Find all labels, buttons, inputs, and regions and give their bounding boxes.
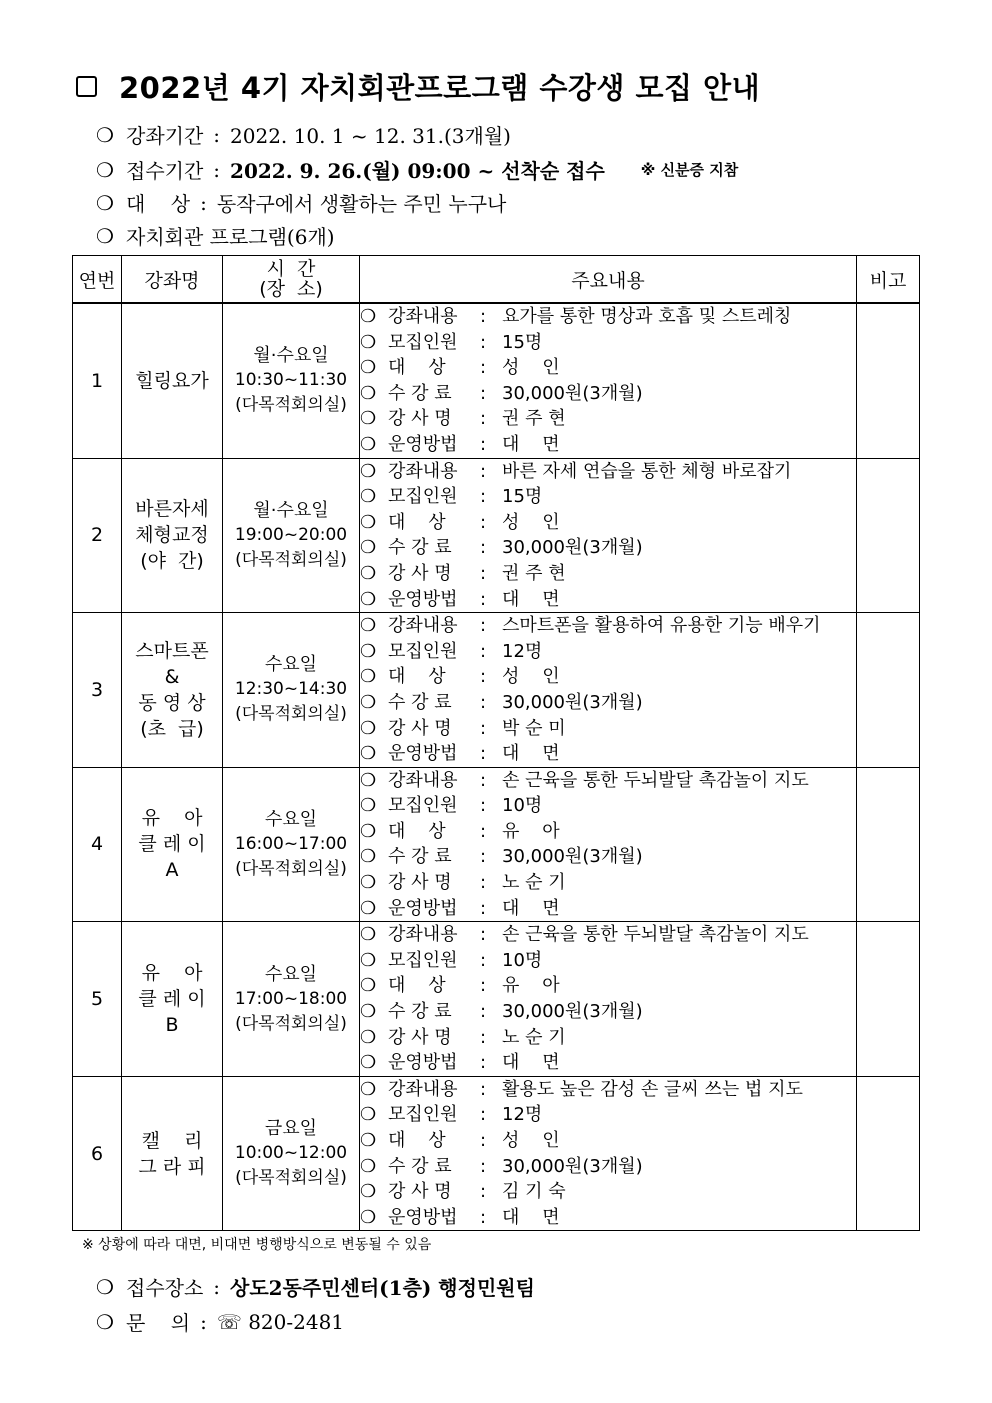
info-label: 자치회관 프로그램(6개) (126, 225, 335, 249)
course-time: 10:30~11:30 (234, 370, 348, 391)
circle-bullet-icon: ❍ (360, 666, 377, 688)
circle-bullet-icon: ❍ (360, 1001, 377, 1023)
header-name: 강좌명 (122, 256, 223, 304)
detail-key: 모집인원 (388, 640, 458, 662)
circle-bullet-icon: ❍ (360, 975, 377, 997)
program-table (72, 255, 920, 1231)
course-details (360, 1076, 857, 1231)
detail-key: 강 사 명 (388, 408, 452, 430)
row-number: 2 (73, 458, 122, 613)
circle-bullet-icon: ❍ (360, 408, 377, 430)
footnote: ※ 상황에 따라 대면, 비대면 병행방식으로 변동될 수 있음 (82, 1237, 432, 1253)
detail-line: ❍ 운영방법 : 대 면 (360, 587, 856, 613)
course-place: (다목적회의실) (235, 858, 347, 879)
detail-value: 10명 (502, 795, 543, 817)
detail-value: 성 인 (502, 357, 560, 379)
detail-key: 수 강 료 (388, 1155, 452, 1177)
circle-bullet-icon: ❍ (360, 562, 377, 584)
circle-bullet-icon: ❍ (96, 157, 114, 182)
detail-key: 대 상 (388, 1130, 446, 1151)
detail-value: 30,000원(3개월) (502, 382, 643, 404)
remark-cell (857, 458, 920, 613)
detail-line: ❍ 강좌내용 : 바른 자세 연습을 통한 체형 바로잡기 (360, 459, 856, 485)
info-value: 2022. 9. 26.(월) 09:00 ~ 선착순 접수 (230, 159, 605, 183)
detail-key: 운영방법 (388, 1206, 458, 1228)
info-note: ※ 신분증 지참 (640, 161, 739, 179)
course-name (122, 767, 223, 922)
circle-bullet-icon: ❍ (360, 588, 377, 610)
detail-value: 30,000원(3개월) (502, 537, 643, 559)
course-time: 16:00~17:00 (234, 833, 348, 854)
course-name-line: 클 레 이 (138, 988, 206, 1011)
course-name-line: 그 라 피 (138, 1155, 206, 1178)
course-schedule (223, 1076, 360, 1231)
detail-key: 강좌내용 (388, 1078, 458, 1100)
circle-bullet-icon: ❍ (360, 769, 377, 791)
circle-bullet-icon: ❍ (360, 306, 377, 327)
course-details (360, 458, 857, 613)
detail-line: ❍ 강 사 명 : 노 순 기 (360, 870, 856, 896)
detail-value: 유 아 (502, 975, 560, 997)
detail-value: 30,000원(3개월) (502, 691, 643, 713)
circle-bullet-icon: ❍ (360, 537, 377, 559)
info-label: 접수기간 (126, 159, 204, 183)
detail-key: 수 강 료 (388, 1001, 452, 1023)
detail-key: 운영방법 (388, 433, 458, 455)
table-row (73, 303, 920, 458)
circle-bullet-icon: ❍ (360, 1026, 377, 1048)
detail-key: 강좌내용 (388, 924, 458, 946)
detail-key: 강좌내용 (388, 306, 458, 327)
detail-key: 운영방법 (388, 1052, 458, 1074)
circle-bullet-icon: ❍ (360, 511, 377, 533)
title-text: 2022년 4기 자치회관프로그램 수강생 모집 안내 (119, 71, 761, 105)
course-name-line: B (165, 1014, 179, 1037)
detail-key: 수 강 료 (388, 691, 452, 713)
course-name-line: 유 아 (141, 807, 203, 830)
circle-bullet-icon: ❍ (360, 331, 377, 353)
course-time: 17:00~18:00 (234, 988, 348, 1009)
circle-bullet-icon: ❍ (360, 1104, 377, 1126)
detail-line: ❍ 수 강 료 : 30,000원(3개월) (360, 535, 856, 561)
course-schedule (223, 922, 360, 1077)
circle-bullet-icon: ❍ (360, 872, 377, 894)
detail-key: 모집인원 (388, 795, 458, 817)
circle-bullet-icon: ❍ (360, 640, 377, 662)
course-place: (다목적회의실) (235, 395, 347, 416)
course-place: (다목적회의실) (235, 1168, 347, 1189)
table-row (73, 458, 920, 613)
table-row (73, 613, 920, 768)
detail-value: 12명 (502, 640, 543, 662)
course-name-line: 체형교정 (135, 524, 209, 547)
header-detail: 주요내용 (360, 256, 857, 304)
course-name-line: & (164, 665, 180, 688)
course-day: 수요일 (264, 808, 318, 830)
detail-value: 30,000원(3개월) (502, 1155, 643, 1177)
info-value: 2022. 10. 1 ~ 12. 31.(3개월) (230, 124, 511, 148)
circle-bullet-icon: ❍ (360, 949, 377, 971)
row-number: 5 (73, 922, 122, 1077)
info-contact: ❍ 문 의 : ☏ 820-2481 (96, 1307, 344, 1336)
detail-key: 운영방법 (388, 588, 458, 610)
course-name (122, 303, 223, 458)
detail-key: 강좌내용 (388, 769, 458, 791)
course-name (122, 1076, 223, 1231)
detail-key: 모집인원 (388, 1104, 458, 1126)
course-day: 수요일 (264, 654, 318, 676)
detail-line: ❍ 강좌내용 : 활용도 높은 감성 손 글씨 쓰는 법 지도 (360, 1077, 856, 1103)
detail-line: ❍ 수 강 료 : 30,000원(3개월) (360, 1154, 856, 1180)
square-bullet-icon (76, 76, 97, 97)
detail-line: ❍ 강 사 명 : 박 순 미 (360, 716, 856, 742)
circle-bullet-icon: ❍ (360, 357, 377, 379)
circle-bullet-icon: ❍ (96, 223, 114, 248)
course-name (122, 458, 223, 613)
circle-bullet-icon: ❍ (360, 486, 377, 508)
info-label: 접수장소 (126, 1276, 204, 1300)
detail-key: 모집인원 (388, 486, 458, 508)
detail-key: 운영방법 (388, 897, 458, 919)
remark-cell (857, 303, 920, 458)
detail-value: 스마트폰을 활용하여 유용한 기능 배우기 (502, 615, 821, 637)
course-schedule (223, 303, 360, 458)
detail-line: ❍ 모집인원 : 10명 (360, 948, 856, 974)
course-name-line: A (165, 859, 179, 882)
course-name-line: 스마트폰 (135, 639, 209, 662)
detail-line: ❍ 수 강 료 : 30,000원(3개월) (360, 999, 856, 1025)
course-name-line: (야 간) (140, 550, 204, 573)
circle-bullet-icon: ❍ (360, 717, 377, 739)
detail-key: 모집인원 (388, 949, 458, 971)
detail-key: 수 강 료 (388, 537, 452, 559)
detail-value: 김 기 숙 (502, 1181, 566, 1203)
course-name-line: 바른자세 (135, 498, 209, 521)
course-name-line: 힐링요가 (135, 369, 209, 392)
detail-key: 운영방법 (388, 743, 458, 765)
detail-line: ❍ 강좌내용 : 손 근육을 통한 두뇌발달 촉감놀이 지도 (360, 922, 856, 948)
circle-bullet-icon: ❍ (360, 382, 377, 404)
remark-cell (857, 613, 920, 768)
info-label: 문 의 (126, 1311, 191, 1335)
detail-value: 대 면 (502, 1206, 560, 1228)
course-schedule (223, 458, 360, 613)
document-title (76, 66, 760, 107)
course-place: (다목적회의실) (235, 1013, 347, 1034)
detail-line: ❍ 강 사 명 : 노 순 기 (360, 1025, 856, 1051)
detail-line: ❍ 수 강 료 : 30,000원(3개월) (360, 690, 856, 716)
table-row (73, 767, 920, 922)
course-schedule (223, 613, 360, 768)
circle-bullet-icon: ❍ (360, 820, 377, 842)
detail-value: 대 면 (502, 1052, 560, 1074)
info-application: ❍ 접수기간 : 2022. 9. 26.(월) 09:00 ~ 선착순 접수 ※ 신분증 지참 (96, 155, 738, 184)
detail-line: ❍ 대 상 : 성 인 (360, 664, 856, 690)
detail-key: 대 상 (388, 357, 446, 379)
detail-line: ❍ 운영방법 : 대 면 (360, 1205, 856, 1231)
detail-value: 손 근육을 통한 두뇌발달 촉감놀이 지도 (502, 924, 809, 946)
detail-value: 노 순 기 (502, 1026, 566, 1048)
detail-value: 15명 (502, 331, 543, 353)
remark-cell (857, 767, 920, 922)
detail-line: ❍ 수 강 료 : 30,000원(3개월) (360, 381, 856, 407)
info-location: ❍ 접수장소 : 상도2동주민센터(1층) 행정민원팀 (96, 1272, 535, 1301)
detail-key: 강 사 명 (388, 1181, 452, 1203)
detail-value: 대 면 (502, 743, 560, 765)
detail-key: 대 상 (388, 975, 446, 997)
detail-value: 대 면 (502, 897, 560, 919)
detail-line: ❍ 강 사 명 : 권 주 현 (360, 561, 856, 587)
course-day: 금요일 (264, 1118, 318, 1140)
detail-value: 15명 (502, 486, 543, 508)
circle-bullet-icon: ❍ (360, 1052, 377, 1074)
circle-bullet-icon: ❍ (360, 460, 377, 482)
circle-bullet-icon: ❍ (360, 1155, 377, 1177)
info-value: 상도2동주민센터(1층) 행정민원팀 (230, 1276, 535, 1300)
table-row (73, 1076, 920, 1231)
info-period: ❍ 강좌기간 : 2022. 10. 1 ~ 12. 31.(3개월) (96, 120, 511, 149)
circle-bullet-icon: ❍ (360, 691, 377, 713)
circle-bullet-icon: ❍ (360, 897, 377, 919)
detail-line: ❍ 모집인원 : 10명 (360, 793, 856, 819)
info-programs (96, 221, 335, 250)
course-name-line: 동 영 상 (138, 691, 206, 714)
circle-bullet-icon: ❍ (96, 122, 114, 147)
detail-line: ❍ 대 상 : 유 아 (360, 819, 856, 845)
course-day: 수요일 (264, 963, 318, 985)
remark-cell (857, 922, 920, 1077)
course-schedule (223, 767, 360, 922)
circle-bullet-icon: ❍ (360, 433, 377, 455)
detail-key: 대 상 (388, 666, 446, 688)
circle-bullet-icon: ❍ (360, 1206, 377, 1228)
detail-value: 유 아 (502, 820, 560, 842)
course-name-line: 유 아 (141, 962, 203, 985)
detail-line: ❍ 대 상 : 성 인 (360, 1128, 856, 1154)
row-number: 6 (73, 1076, 122, 1231)
info-value: 동작구에서 생활하는 주민 누구나 (216, 192, 507, 216)
detail-value: 손 근육을 통한 두뇌발달 촉감놀이 지도 (502, 769, 809, 791)
detail-line: ❍ 대 상 : 성 인 (360, 510, 856, 536)
detail-value: 박 순 미 (502, 717, 566, 739)
circle-bullet-icon: ❍ (96, 1274, 114, 1299)
detail-value: 권 주 현 (502, 562, 566, 584)
circle-bullet-icon: ❍ (360, 1078, 377, 1100)
detail-value: 대 면 (502, 433, 560, 455)
course-place: (다목적회의실) (235, 704, 347, 725)
circle-bullet-icon: ❍ (96, 190, 114, 215)
course-details (360, 613, 857, 768)
circle-bullet-icon: ❍ (360, 1130, 377, 1151)
detail-line: ❍ 운영방법 : 대 면 (360, 432, 856, 458)
circle-bullet-icon: ❍ (360, 846, 377, 868)
detail-value: 성 인 (502, 1130, 560, 1151)
course-name (122, 922, 223, 1077)
detail-value: 요가를 통한 명상과 호흡 및 스트레칭 (502, 306, 792, 327)
course-name-line: 캘 리 (141, 1129, 203, 1152)
detail-key: 수 강 료 (388, 382, 452, 404)
remark-cell (857, 1076, 920, 1231)
row-number: 3 (73, 613, 122, 768)
detail-value: 성 인 (502, 666, 560, 688)
detail-value: 12명 (502, 1104, 543, 1126)
course-name-line: 클 레 이 (138, 833, 206, 856)
circle-bullet-icon: ❍ (360, 924, 377, 946)
header-time: 시 간 (장 소) (223, 256, 360, 304)
detail-key: 모집인원 (388, 331, 458, 353)
detail-value: 성 인 (502, 511, 560, 533)
course-place: (다목적회의실) (235, 549, 347, 570)
detail-value: 바른 자세 연습을 통한 체형 바로잡기 (502, 460, 792, 482)
detail-line: ❍ 운영방법 : 대 면 (360, 1050, 856, 1076)
detail-key: 강 사 명 (388, 562, 452, 584)
course-name-line: (초 급) (140, 717, 204, 740)
detail-key: 강 사 명 (388, 717, 452, 739)
detail-value: 10명 (502, 949, 543, 971)
detail-value: 활용도 높은 감성 손 글씨 쓰는 법 지도 (502, 1078, 803, 1100)
row-number: 1 (73, 303, 122, 458)
info-label: 대 상 (126, 192, 191, 216)
detail-value: 노 순 기 (502, 872, 566, 894)
detail-key: 수 강 료 (388, 846, 452, 868)
detail-key: 대 상 (388, 820, 446, 842)
table-header-row (73, 256, 920, 304)
header-no: 연번 (73, 256, 122, 304)
circle-bullet-icon: ❍ (360, 615, 377, 637)
info-value: ☏ 820-2481 (216, 1309, 345, 1334)
detail-line: ❍ 모집인원 : 15명 (360, 484, 856, 510)
circle-bullet-icon: ❍ (96, 1309, 114, 1334)
detail-line: ❍ 대 상 : 유 아 (360, 973, 856, 999)
detail-key: 강좌내용 (388, 460, 458, 482)
detail-line: ❍ 강좌내용 : 요가를 통한 명상과 호흡 및 스트레칭 (360, 304, 856, 330)
detail-line: ❍ 모집인원 : 12명 (360, 639, 856, 665)
row-number: 4 (73, 767, 122, 922)
info-target: ❍ 대 상 : 동작구에서 생활하는 주민 누구나 (96, 188, 506, 217)
detail-line: ❍ 모집인원 : 12명 (360, 1102, 856, 1128)
detail-line: ❍ 운영방법 : 대 면 (360, 741, 856, 767)
detail-line: ❍ 강좌내용 : 손 근육을 통한 두뇌발달 촉감놀이 지도 (360, 768, 856, 794)
course-time: 19:00~20:00 (234, 524, 348, 545)
info-label: 강좌기간 (126, 124, 204, 148)
detail-key: 강좌내용 (388, 615, 458, 637)
detail-line: ❍ 강 사 명 : 김 기 숙 (360, 1179, 856, 1205)
course-time: 10:00~12:00 (234, 1143, 348, 1164)
circle-bullet-icon: ❍ (360, 795, 377, 817)
detail-line: ❍ 강좌내용 : 스마트폰을 활용하여 유용한 기능 배우기 (360, 613, 856, 639)
header-remark: 비고 (857, 256, 920, 304)
detail-line: ❍ 운영방법 : 대 면 (360, 896, 856, 922)
course-details (360, 922, 857, 1077)
circle-bullet-icon: ❍ (360, 743, 377, 765)
detail-key: 대 상 (388, 511, 446, 533)
detail-line: ❍ 강 사 명 : 권 주 현 (360, 406, 856, 432)
course-name (122, 613, 223, 768)
table-row (73, 922, 920, 1077)
course-day: 월·수요일 (253, 499, 329, 521)
detail-line: ❍ 대 상 : 성 인 (360, 355, 856, 381)
detail-key: 강 사 명 (388, 872, 452, 894)
circle-bullet-icon: ❍ (360, 1181, 377, 1203)
detail-line: ❍ 모집인원 : 15명 (360, 330, 856, 356)
course-details (360, 767, 857, 922)
detail-value: 30,000원(3개월) (502, 1001, 643, 1023)
detail-line: ❍ 수 강 료 : 30,000원(3개월) (360, 844, 856, 870)
detail-value: 30,000원(3개월) (502, 846, 643, 868)
course-day: 월·수요일 (253, 345, 329, 367)
course-time: 12:30~14:30 (234, 679, 348, 700)
detail-value: 권 주 현 (502, 408, 566, 430)
course-details (360, 303, 857, 458)
detail-key: 강 사 명 (388, 1026, 452, 1048)
detail-value: 대 면 (502, 588, 560, 610)
